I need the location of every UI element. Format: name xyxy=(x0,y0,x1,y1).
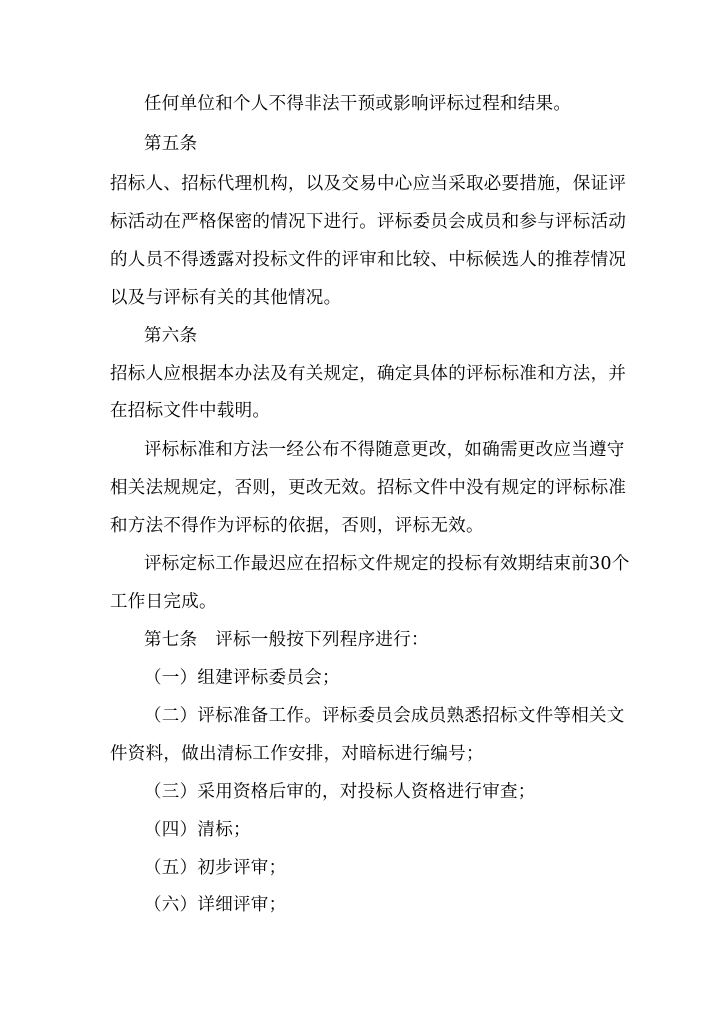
paragraph-line: 件资料，做出清标工作安排，对暗标进行编号； xyxy=(110,744,484,764)
paragraph-line: 评标定标工作最迟应在招标文件规定的投标有效期结束前30个 xyxy=(144,554,630,574)
list-item: （四）清标； xyxy=(144,820,251,840)
paragraph-line: 相关法规规定，否则，更改无效。招标文件中没有规定的评标标准 xyxy=(110,478,627,498)
paragraph-line: 的人员不得透露对投标文件的评审和比较、中标候选人的推荐情况 xyxy=(110,250,627,270)
article-heading: 第六条 xyxy=(144,326,198,346)
paragraph-line: 标活动在严格保密的情况下进行。评标委员会成员和参与评标活动 xyxy=(110,212,627,232)
article-heading: 第五条 xyxy=(144,134,198,154)
list-item: （三）采用资格后审的，对投标人资格进行审查； xyxy=(144,782,536,802)
list-item: （一）组建评标委员会； xyxy=(144,668,340,688)
paragraph-line: 工作日完成。 xyxy=(110,592,217,612)
paragraph-line: 招标人应根据本办法及有关规定，确定具体的评标标准和方法，并 xyxy=(110,364,627,384)
paragraph-line: 在招标文件中载明。 xyxy=(110,401,271,421)
paragraph-line: 任何单位和个人不得非法干预或影响评标过程和结果。 xyxy=(144,94,572,114)
paragraph-line: 招标人、招标代理机构，以及交易中心应当采取必要措施，保证评 xyxy=(110,174,627,194)
list-item: （二）评标准备工作。评标委员会成员熟悉招标文件等相关文 xyxy=(144,706,625,726)
paragraph-line: 以及与评标有关的其他情况。 xyxy=(110,288,342,308)
list-item: （五）初步评审； xyxy=(144,858,287,878)
paragraph-line: 评标标准和方法一经公布不得随意更改，如确需更改应当遵守 xyxy=(144,440,625,460)
paragraph-line: 和方法不得作为评标的依据，否则，评标无效。 xyxy=(110,516,484,536)
list-item: （六）详细评审； xyxy=(144,895,287,915)
article-heading: 第七条 评标一般按下列程序进行： xyxy=(144,630,429,650)
